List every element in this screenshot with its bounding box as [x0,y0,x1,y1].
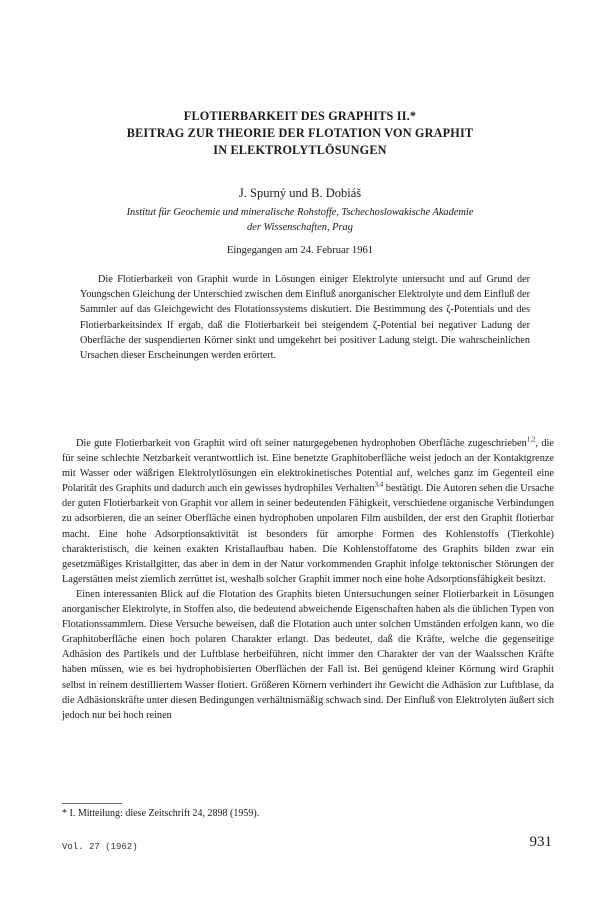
abstract-text: Die Flotierbarkeit von Graphit wurde in Lösungen einiger Elektrolyte untersucht und auf Grund der Youngschen Gleichung der Unterschied zwischen dem Einfluß anorganischer Elektrolyte und dem Einfluß der Sammler auf das Gleichgewicht des Flotationssystems diskutiert. Die Bestimmung des ζ-Potentials und des Flotierbarkeitsindex If ergab, daß die Flotierbarkeit bei steigendem ζ-Potential bei negativer Ladung der Oberfläche der suspendierten Körner sinkt und umgekehrt bei positiver Ladung steigt. Die wahrscheinlichen Ursachen dieser Erscheinungen werden erörtert. [80,274,530,362]
abstract [80,272,530,363]
paper-title-line-2: BEITRAG ZUR THEORIE DER FLOTATION VON GRAPHIT [126,126,474,140]
authors: J. Spurný und B. Dobiáš [238,186,362,200]
affiliation-line-2: der Wissenschaften, Prag [247,222,353,233]
footnote-divider [62,803,122,804]
received-date: Eingegangen am 24. Februar 1961 [226,245,374,256]
body-paragraph-2: Einen interessanten Blick auf die Flotation des Graphits bieten Untersuchungen seiner Flotierbarkeit in Lösungen anorganischer Elektrolyte, in Stoffen also, die bedeutend abweichende Eigenschaften haben als die üblichen Typen von Flotationssammlern. Diese Versuche beweisen, daß die Flotation auch unter solchen Umständen erfolgen kann, wo die Graphitoberfläche einen hoch polaren Charakter erlangt. Das bedeutet, daß die Kräfte, welche die gegenseitige Adhäsion des Partikels und der Luftblase herbeiführen, nicht immer den Charakter der van der Waalsschen Kräfte haben müssen, wie es bei hydrophobisierten Oberflächen der Fall ist. Bei genügend kleiner Körnung wird Graphit selbst in reinem destilliertem Wasser flotiert. Größeren Körnern verhindert ihr Gewicht die Adhäsion zur Luftblase, da die Adhäsionskräfte unter diesen Bedingungen verhältnismäßig schwach sind. Der Einfluß von Elektrolyten äußert sich jedoch nur bei hoch reinen [62,588,554,721]
body-p1-part-c: bestätigt. Die Autoren sehen die Ursache der guten Flotierbarkeit von Graphit vor allem in seiner bedeutenden Fähigkeit, verschiedene organische Verbindungen zu adsorbieren, die an seiner Oberfläche einen hydrophoben unpolaren Film ausbilden, der erst den Graphit flotierbar macht. Eine hohe Adsorptionsaktivität ist besonders für amorphe Formen des Kohlenstoffs (Tierkohle) charakteristisch, die keinen exakten Kristallaufbau haben. Die Kohlenstoffatome des Graphits bilden zwar ein gesetzmäßiges Kristallgitter, das aber in dem in der Natur vorkommenden Graphit infolge tektonischer Störungen der Lagerstätten meist ziemlich zerrüttet ist, weshalb solcher Graphit immer noch eine hohe Adsorptionsfähigkeit besitzt. [62,483,554,585]
body-p1-part-b: , die für seine schlechte Netzbarkeit verantwortlich ist. Eine benetzte Graphitoberfläche weist jedoch an der Kontaktgrenze mit Wasser oder wäßrigen Elektrolytlösungen ein elektrokinetisches Potential auf, welches ganz im Gegenteil eine Polarität des Graphits und dadurch auch ein gewisses hydrophiles Verhalten [62,438,554,495]
paper-title-line-1: FLOTIERBARKEIT DES GRAPHITS II.* [183,109,417,123]
citation-3-4: 3,4 [374,480,384,489]
affiliation-line-1: Institut für Geochemie und mineralische Rohstoffe, Tschechoslowakische Akademie [126,207,474,218]
page-number: 931 [529,834,552,850]
paper-title-line-3: IN ELEKTROLYTLÖSUNGEN [213,143,387,157]
journal-volume: Vol. 27 (1962) [62,842,138,852]
footnote: * I. Mitteilung: diese Zeitschrift 24, 2898 (1959). [62,808,260,819]
citation-1-2: 1,2 [526,435,536,444]
body-text [62,436,554,723]
body-paragraph-1 [62,436,554,587]
body-p1-part-a: Die gute Flotierbarkeit von Graphit wird oft seiner naturgegebenen hydrophoben Oberfläche zugeschrieben [76,438,527,449]
